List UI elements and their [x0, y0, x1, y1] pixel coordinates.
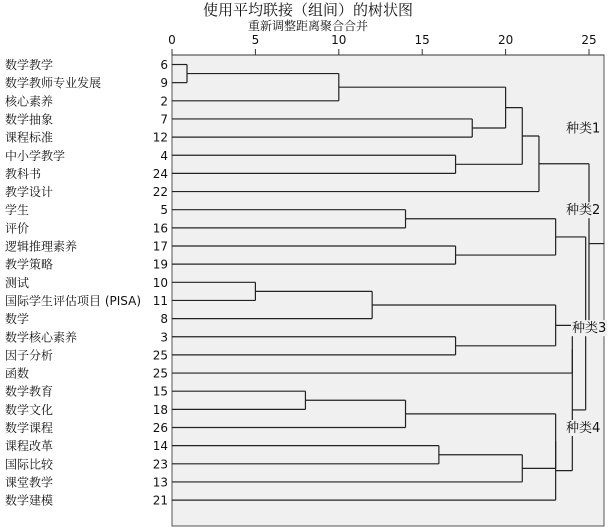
leaf-label: 数学教学 — [5, 58, 54, 72]
leaf-case-number: 24 — [152, 166, 168, 181]
leaf-case-number: 9 — [160, 76, 168, 91]
leaf-case-number: 4 — [160, 148, 168, 163]
plot-frame — [172, 55, 607, 526]
leaf-label: 数学抽象 — [5, 112, 54, 127]
leaf-case-number: 18 — [152, 402, 168, 417]
cluster-label: 种类2 — [566, 203, 601, 219]
leaf-label: 教学策略 — [5, 257, 54, 272]
leaf-label: 数学课程 — [5, 421, 54, 435]
chart-subtitle: 重新调整距离聚合合并 — [247, 19, 368, 33]
axis-tick-label: 20 — [497, 33, 514, 47]
leaf-case-number: 12 — [152, 130, 168, 145]
leaf-case-number: 19 — [152, 257, 168, 272]
leaf-case-number: 6 — [160, 58, 168, 72]
leaf-case-number: 15 — [152, 384, 168, 399]
leaf-case-number: 11 — [152, 293, 168, 308]
leaf-case-number: 25 — [152, 348, 168, 363]
leaf-label: 核心素养 — [5, 94, 54, 109]
leaf-case-number: 21 — [152, 493, 168, 508]
leaf-label: 函数 — [5, 366, 30, 381]
axis-tick-label: 0 — [168, 33, 176, 47]
leaf-label: 数学教育 — [5, 384, 54, 399]
leaf-label: 教学设计 — [5, 185, 54, 200]
cluster-label: 种类3 — [572, 321, 607, 337]
leaf-label: 中小学教学 — [5, 148, 66, 163]
leaf-case-number: 2 — [160, 94, 168, 109]
axis-tick-label: 15 — [414, 33, 430, 47]
leaf-label: 教科书 — [5, 166, 42, 181]
leaf-label: 数学教师专业发展 — [5, 76, 102, 91]
leaf-case-number: 23 — [152, 457, 168, 472]
leaf-label: 课堂教学 — [5, 475, 54, 490]
leaf-case-number: 14 — [152, 439, 168, 454]
leaf-case-number: 26 — [152, 421, 168, 435]
axis-tick-label: 25 — [581, 33, 597, 47]
leaf-case-number: 3 — [160, 330, 168, 345]
leaf-case-number: 16 — [152, 221, 168, 236]
axis-tick-label: 10 — [331, 33, 347, 47]
cluster-label: 种类1 — [566, 121, 601, 137]
leaf-case-number: 17 — [152, 239, 168, 254]
leaf-case-number: 25 — [152, 366, 168, 381]
leaf-label: 数学建模 — [5, 493, 54, 508]
leaf-label: 逻辑推理素养 — [5, 239, 78, 254]
leaf-label: 测试 — [5, 275, 30, 290]
leaf-label: 数学 — [5, 312, 30, 327]
leaf-label: 评价 — [5, 221, 30, 236]
leaf-label: 数学文化 — [5, 402, 54, 417]
cluster-label: 种类4 — [566, 421, 601, 436]
leaf-case-number: 10 — [152, 275, 168, 290]
leaf-label: 国际学生评估项目 (PISA) — [5, 293, 142, 308]
leaf-label: 课程改革 — [5, 439, 54, 454]
leaf-case-number: 5 — [160, 203, 168, 218]
leaf-label: 数学核心素养 — [5, 330, 78, 345]
chart-title: 使用平均联接（组间）的树状图 — [202, 1, 413, 19]
leaf-label: 因子分析 — [5, 348, 54, 363]
leaf-case-number: 13 — [152, 475, 168, 490]
axis-tick-label: 5 — [251, 33, 260, 47]
leaf-label: 国际比较 — [5, 457, 54, 472]
leaf-case-number: 8 — [160, 312, 168, 327]
leaf-label: 学生 — [5, 203, 30, 218]
leaf-case-number: 22 — [152, 185, 168, 200]
leaf-case-number: 7 — [160, 112, 168, 127]
leaf-label: 课程标准 — [5, 130, 54, 145]
